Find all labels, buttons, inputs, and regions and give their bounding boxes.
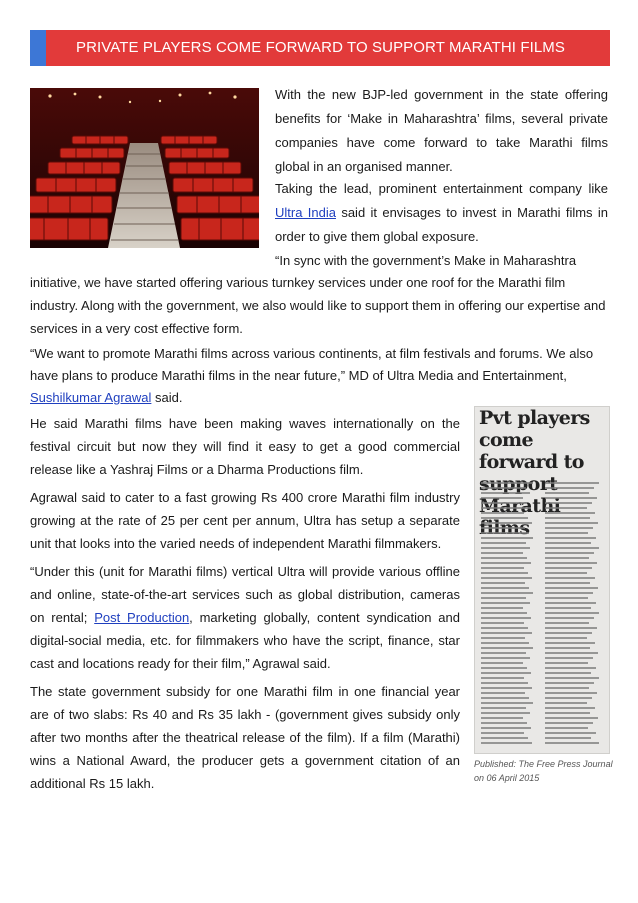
paragraph-text-start: Taking the lead, prominent entertainment company like (275, 181, 608, 196)
article-paragraph-8 (30, 680, 460, 795)
paragraph-text-start: “We want to promote Marathi films across various continents, at film festivals and forums. We also have plans to produce Marathi films in the near future,” MD of Ultra Media and Entertainment, (30, 346, 594, 383)
paragraph-text-end: said it envisages to invest in Marathi films in order to give them global exposure. (275, 205, 609, 244)
post-production-link[interactable]: Post Production (94, 610, 190, 625)
paragraph-text (275, 177, 608, 249)
article-paragraph-1 (275, 83, 608, 179)
paragraph-text (30, 343, 608, 409)
article-paragraph-6 (30, 486, 460, 555)
newspaper-clipping-image (474, 406, 610, 754)
article-paragraph-3 (30, 271, 608, 340)
article-paragraph-7 (30, 560, 460, 675)
paragraph-text: “In sync with the government’s Make in Maharashtra (275, 253, 577, 268)
article-paragraph-2 (275, 177, 608, 249)
sushilkumar-agrawal-link[interactable]: Sushilkumar Agrawal (30, 390, 152, 405)
article-paragraph-3-first-line (275, 249, 608, 273)
clipping-headline: Pvt players come forward to support Marathi films (479, 407, 590, 539)
paragraph-text: Agrawal said to cater to a fast growing Rs 400 crore Marathi film industry growing at the rate of 25 per cent per annum, Ultra has setup a separate unit that looks into the varied needs of independent Marathi filmmakers. (30, 490, 460, 551)
paragraph-text-end: , marketing globally, content syndication and digital-social media, etc. for filmmakers who have the script, finance, star cast and locations ready for their film,” Agrawal said. (30, 610, 460, 671)
paragraph-text: With the new BJP-led government in the state offering benefits for ‘Make in Maharashtra’ films, several private companies have come forward to take Marathi films global in an organised manner. (275, 87, 608, 174)
paragraph-text: initiative, we have started offering various turnkey services under one roof for the Marathi film industry. Along with the government, we also would like to support them in offering our expertise and services in a very cost effective form. (30, 275, 606, 336)
theater-seats-image (30, 88, 259, 248)
banner-accent-stripe (30, 30, 46, 66)
page-title: PRIVATE PLAYERS COME FORWARD TO SUPPORT MARATHI FILMS (76, 39, 565, 56)
ultra-india-link[interactable]: Ultra India (275, 205, 336, 220)
title-banner (30, 30, 610, 66)
paragraph-text-end: said. (151, 390, 183, 405)
paragraph-text: He said Marathi films have been making waves internationally on the festival circuit but now they will find it easy to get a good commercial release like a Yashraj Films or a Dharma Productions film. (30, 416, 460, 477)
article-paragraph-4 (30, 343, 608, 409)
clipping-text-columns (481, 481, 605, 749)
paragraph-text: The state government subsidy for one Marathi film in one financial year are of two slabs: Rs 40 and Rs 35 lakh - (government gives subsidy only after two months after the theatrical release of the film). If a film (Marathi) wins a National Award, the producer gets a government citation of an additional Rs 15 lakh. (30, 684, 460, 791)
paragraph-text (30, 560, 460, 675)
paragraph-text-start: “Under this (unit for Marathi films) vertical Ultra will provide various offline and online, state-of-the-art services such as global distribution, cameras on rental; (30, 564, 460, 625)
clipping-caption: Published: The Free Press Journal on 06 April 2015 (474, 759, 613, 783)
article-paragraph-5 (30, 412, 460, 481)
